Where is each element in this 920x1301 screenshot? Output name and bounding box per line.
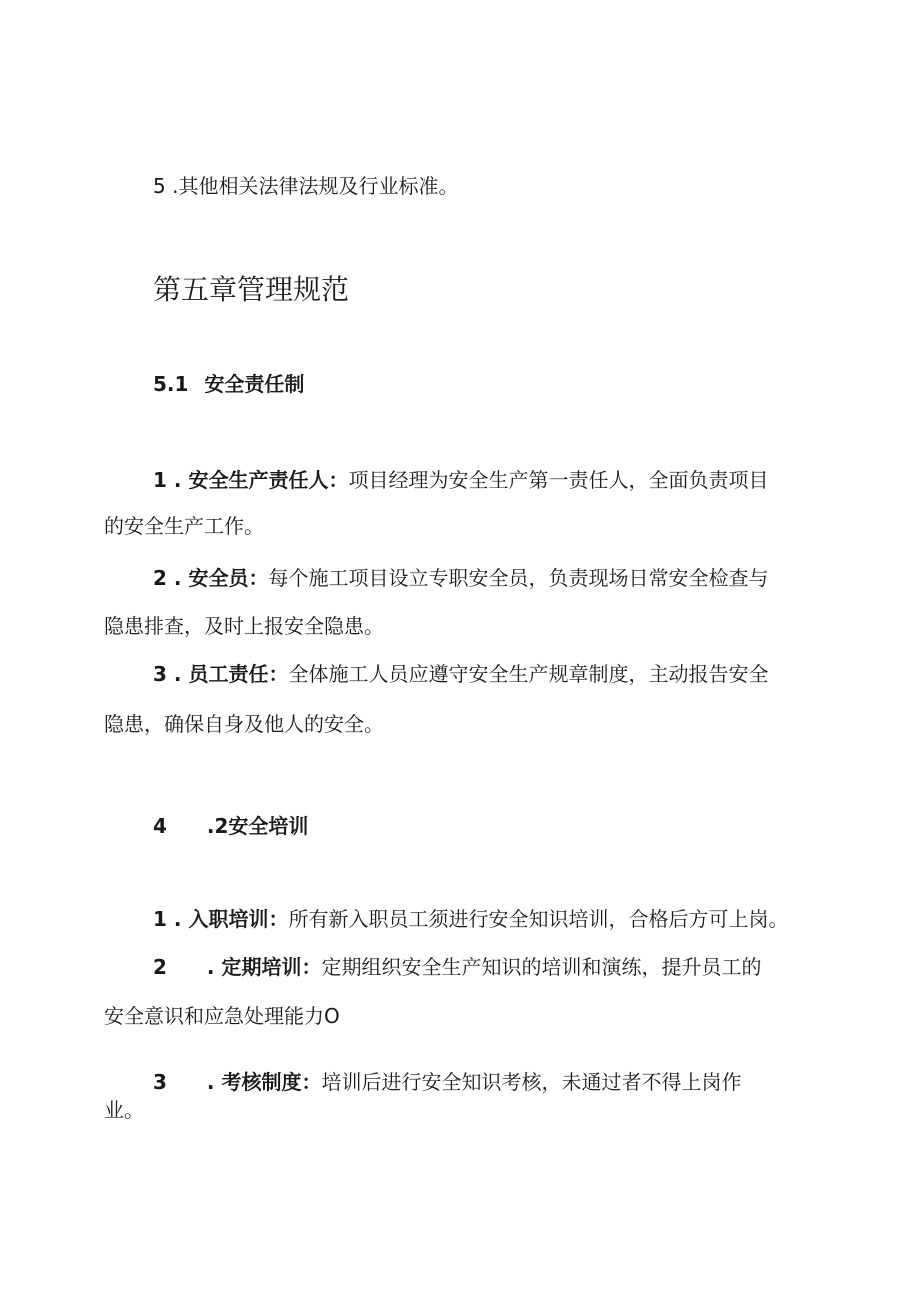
section-heading-5-1 — [153, 372, 304, 396]
section-heading-4-2 — [153, 814, 308, 838]
list-item — [153, 566, 768, 590]
item-text: 每个施工项目设立专职安全员，负责现场日常安全检查与 — [268, 566, 769, 590]
list-item — [153, 907, 788, 931]
list-item — [153, 955, 761, 979]
list-item-continuation: 安全意识和应急处理能力O — [104, 1004, 340, 1028]
item-text: 定期组织安全生产知识的培训和演练，提升员工的 — [321, 955, 762, 979]
list-item-5: 5 .其他相关法律法规及行业标准。 — [153, 174, 459, 198]
item-text: 培训后进行安全知识考核，未通过者不得上岗作 — [321, 1070, 742, 1094]
list-item-continuation: 的安全生产工作。 — [104, 514, 264, 538]
section-title: 安全责任制 — [204, 372, 305, 396]
section-number: 4 — [153, 814, 167, 838]
item-label: . 定期培训： — [206, 955, 322, 979]
item-number: 2 — [153, 955, 167, 979]
list-item-continuation: 隐患，确保自身及他人的安全。 — [104, 712, 384, 736]
list-item-continuation: 隐患排查，及时上报安全隐患。 — [104, 614, 384, 638]
list-item — [153, 468, 768, 492]
item-text: 项目经理为安全生产第一责任人，全面负责项目 — [348, 468, 769, 492]
list-item — [153, 662, 768, 686]
chapter-title: 第五章管理规范 — [153, 273, 350, 306]
item-label: 1 . 安全生产责任人： — [153, 468, 349, 492]
list-item-continuation: 业。 — [104, 1098, 144, 1122]
section-number: 5.1 — [153, 372, 189, 396]
item-label: 1 . 入职培训： — [153, 907, 289, 931]
item-label: . 考核制度： — [206, 1070, 322, 1094]
section-title: .2安全培训 — [206, 814, 309, 838]
item-number: 3 — [153, 1070, 167, 1094]
item-text: 所有新入职员工须进行安全知识培训，合格后方可上岗。 — [288, 907, 789, 931]
list-item — [153, 1070, 741, 1094]
item-text: 全体施工人员应遵守安全生产规章制度，主动报告安全 — [288, 662, 769, 686]
item-label: 2 . 安全员： — [153, 566, 269, 590]
item-label: 3 . 员工责任： — [153, 662, 289, 686]
